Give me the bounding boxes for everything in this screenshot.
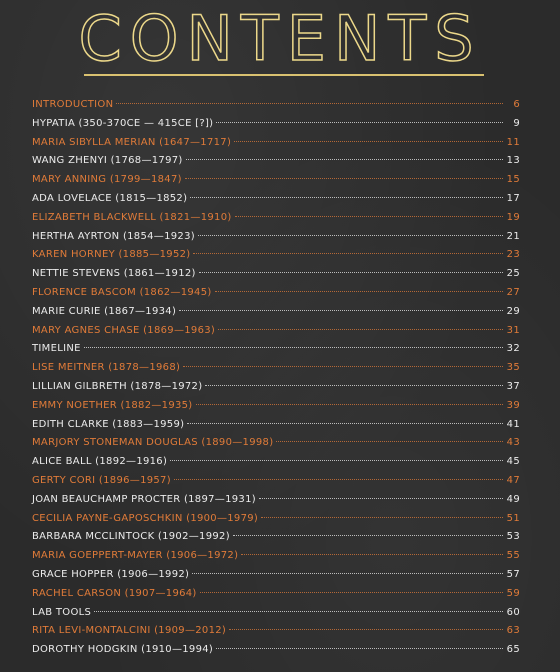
dot-leader [196,404,503,405]
dot-leader [187,423,503,424]
toc-entry-title: GERTY CORI (1896—1957) [32,474,171,486]
dot-leader [186,159,503,160]
toc-entry-title: MARIE CURIE (1867—1934) [32,305,177,317]
toc-entry-page-number: 9 [513,117,520,129]
toc-entry[interactable] [32,284,520,303]
toc-entry-title: EDITH CLARKE (1883—1959) [32,418,185,430]
toc-entry[interactable] [32,510,520,529]
dot-leader [199,272,503,273]
toc-entry-page-number: 53 [506,531,520,543]
dot-leader [216,122,503,123]
toc-entry-title: LISE MEITNER (1878—1968) [32,362,181,374]
toc-entry-title: MARIA SIBYLLA MERIAN (1647—1717) [32,136,232,148]
toc-entry-page-number: 57 [506,568,520,580]
toc-entry[interactable] [32,491,520,510]
toc-entry[interactable] [32,397,520,416]
toc-entry-page-number: 51 [506,512,520,524]
toc-entry[interactable] [32,171,520,190]
toc-entry-title: MARY AGNES CHASE (1869—1963) [32,324,216,336]
toc-entry-title: NETTIE STEVENS (1861—1912) [32,268,196,280]
dot-leader [174,479,503,480]
dot-leader [94,611,503,612]
toc-entry-page-number: 13 [506,155,520,167]
toc-entry-page-number: 59 [506,587,520,599]
toc-entry-page-number: 21 [506,230,520,242]
dot-leader [190,197,503,198]
toc-entry[interactable] [32,209,520,228]
toc-entry[interactable] [32,585,520,604]
dot-leader [170,460,503,461]
toc-entry[interactable] [32,641,520,660]
toc-entry-title: HYPATIA (350-370CE — 415CE [?]) [32,117,214,129]
toc-entry-title: TIMELINE [32,343,81,355]
toc-entry-title: ADA LOVELACE (1815—1852) [32,192,188,204]
dot-leader [233,535,503,536]
toc-entry[interactable] [32,547,520,566]
toc-entry-page-number: 43 [506,437,520,449]
toc-entry-title: CECILIA PAYNE-GAPOSCHKIN (1900—1979) [32,512,259,524]
toc-entry-page-number: 35 [506,362,520,374]
toc-entry-title: INTRODUCTION [32,99,114,110]
toc-entry-page-number: 31 [506,324,520,336]
dot-leader [179,310,503,311]
dot-leader [261,517,503,518]
toc-entry[interactable] [32,134,520,153]
toc-entry-page-number: 15 [506,174,520,186]
toc-entry[interactable] [32,434,520,453]
toc-entry-title: HERTHA AYRTON (1854—1923) [32,230,195,242]
toc-entry[interactable] [32,453,520,472]
toc-entry-page-number: 63 [506,625,520,637]
toc-entry-page-number: 6 [513,99,520,110]
toc-entry[interactable] [32,604,520,623]
toc-entry[interactable] [32,265,520,284]
toc-entry-page-number: 47 [506,474,520,486]
toc-entry-title: EMMY NOETHER (1882—1935) [32,399,193,411]
toc-entry[interactable] [32,378,520,397]
dot-leader [234,141,503,142]
dot-leader [259,498,503,499]
dot-leader [84,347,503,348]
toc-entry-page-number: 11 [506,136,520,148]
dot-leader [198,235,503,236]
toc-entry-page-number: 45 [506,456,520,468]
toc-entry-page-number: 65 [506,644,520,656]
toc-entry-title: JOAN BEAUCHAMP PROCTER (1897—1931) [32,493,256,505]
toc-entry[interactable] [32,322,520,341]
toc-entry-page-number: 32 [506,343,520,355]
dot-leader [229,629,503,630]
toc-entry-title: BARBARA MCCLINTOCK (1902—1992) [32,531,230,543]
toc-entry-title: KAREN HORNEY (1885—1952) [32,249,191,261]
toc-entry-page-number: 17 [506,192,520,204]
toc-entry-page-number: 37 [506,380,520,392]
toc-entry-title: LILLIAN GILBRETH (1878—1972) [32,380,203,392]
toc-entry[interactable] [32,96,520,115]
toc-entry[interactable] [32,303,520,322]
toc-entry[interactable] [32,246,520,265]
dot-leader [183,366,503,367]
toc-entry-page-number: 39 [506,399,520,411]
dot-leader [185,178,503,179]
toc-entry-page-number: 19 [506,211,520,223]
toc-entry-page-number: 27 [506,286,520,298]
toc-entry-page-number: 41 [506,418,520,430]
toc-entry[interactable] [32,528,520,547]
title-divider [84,74,484,76]
toc-entry[interactable] [32,416,520,435]
dot-leader [276,441,503,442]
dot-leader [205,385,503,386]
toc-entry-page-number: 25 [506,268,520,280]
toc-entry-title: FLORENCE BASCOM (1862—1945) [32,286,212,298]
toc-entry[interactable] [32,115,520,134]
toc-entry-title: ALICE BALL (1892—1916) [32,456,168,468]
toc-entry-title: WANG ZHENYI (1768—1797) [32,155,183,167]
toc-entry-title: RACHEL CARSON (1907—1964) [32,587,197,599]
toc-entry-title: DOROTHY HODGKIN (1910—1994) [32,644,214,656]
toc-entry-title: MARY ANNING (1799—1847) [32,174,182,186]
toc-entry-page-number: 49 [506,493,520,505]
page-title: CONTENTS [78,2,482,75]
dot-leader [235,216,503,217]
toc-entry[interactable] [32,152,520,171]
toc-entry-title: RITA LEVI-MONTALCINI (1909—2012) [32,625,227,637]
dot-leader [216,648,503,649]
toc-entry-page-number: 29 [506,305,520,317]
toc-entry[interactable] [32,359,520,378]
toc-entry[interactable] [32,472,520,491]
toc-entry-title: MARIA GOEPPERT-MAYER (1906—1972) [32,550,239,562]
dot-leader [241,554,503,555]
dot-leader [116,103,503,104]
toc-entry-title: ELIZABETH BLACKWELL (1821—1910) [32,211,232,223]
toc-entry[interactable] [32,190,520,209]
toc-entry-title: LAB TOOLS [32,606,92,618]
toc-entry-title: MARJORY STONEMAN DOUGLAS (1890—1998) [32,437,274,449]
dot-leader [193,253,503,254]
toc-entry[interactable] [32,340,520,359]
dot-leader [192,573,503,574]
toc-entry-page-number: 60 [506,606,520,618]
dot-leader [200,592,503,593]
table-of-contents [32,96,520,660]
toc-entry[interactable] [32,228,520,247]
toc-entry[interactable] [32,622,520,641]
toc-entry-page-number: 23 [506,249,520,261]
toc-entry-title: GRACE HOPPER (1906—1992) [32,568,190,580]
dot-leader [218,329,503,330]
toc-entry[interactable] [32,566,520,585]
dot-leader [215,291,503,292]
toc-entry-page-number: 55 [506,550,520,562]
